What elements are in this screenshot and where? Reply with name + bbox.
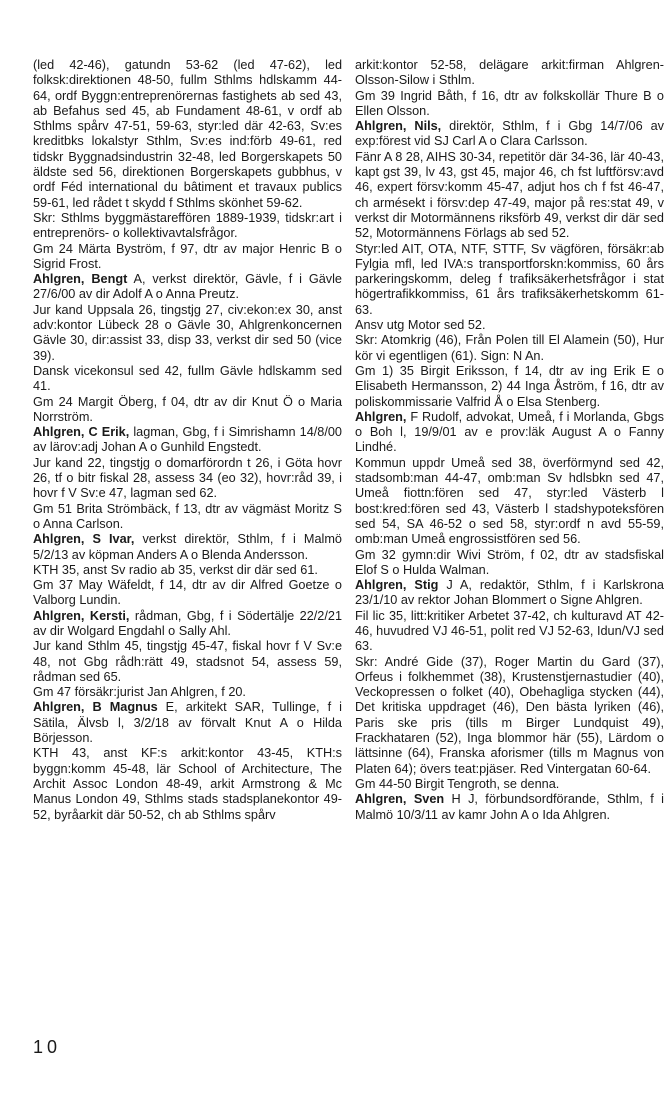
entry-paragraph xyxy=(355,777,664,792)
entry-text: Jur kand Uppsala 26, tingstjg 27, civ:ekon:ex 30, anst adv:kontor Lübeck 28 o Gävle 30, Ahlgrenkoncernen Gävle 30, dir:assist 33, disp 33, verkst dir sed 50 (vice 39). xyxy=(33,302,342,363)
entry-heading-paragraph xyxy=(33,532,342,563)
entry-text: KTH 35, anst Sv radio ab 35, verkst dir där sed 61. xyxy=(33,562,318,577)
entry-paragraph xyxy=(355,242,664,318)
person-name: Ahlgren, S Ivar, xyxy=(33,532,135,547)
entry-paragraph xyxy=(33,685,342,700)
entry-paragraph xyxy=(33,242,342,273)
entry-text: Styr:led AIT, OTA, NTF, STTF, Sv vägfören, försäkr:ab Fylgia mfl, led IVA:s transportforskn:kommiss, 60 års parkeringskomm, deleg f trafiksäkerhetsfrågor i stat högertrafikkommiss, 61 års trafiksäkerhetskomm 61-63. xyxy=(355,241,664,317)
person-name: Ahlgren, C Erik, xyxy=(33,425,130,440)
entry-text: Skr: Sthlms byggmästareffören 1889-1939, tidskr:art i entreprenörs- o kollektivavtalsfrågor. xyxy=(33,210,342,241)
entry-text: Gm 51 Brita Strömbäck, f 13, dtr av vägmäst Moritz S o Anna Carlson. xyxy=(33,501,342,531)
entry-text: Jur kand Sthlm 45, tingstjg 45-47, fiskal hovr f V Sv:e 48, not Gbg rådh:rätt 49, stadsnot 54, assess 59, rådman sed 65. xyxy=(33,639,342,684)
entry-paragraph xyxy=(33,456,342,502)
entry-text: Ansv utg Motor sed 52. xyxy=(355,318,486,333)
entry-text: Gm 39 Ingrid Båth, f 16, dtr av folkskollär Thure B o Ellen Olsson. xyxy=(355,88,664,118)
entry-paragraph xyxy=(355,150,664,242)
entry-paragraph xyxy=(33,58,342,211)
person-name: Ahlgren, Sven xyxy=(355,792,445,807)
entry-text: (led 42-46), gatundn 53-62 (led 47-62), led folksk:direktionen 48-50, fullm Sthlms hdlskamm 44-64, ordf Byggn:entreprenörernas fastighets ab sed 43, ab Befahus sed 45, ab Fundament 48-61, v ordf ab Sthlms spårv 47-51, 59-63, styr:led där 42-63, Sv:es kreditbks lokalstyr Sthlm, Sv:es ind:förb 49-61, red tidskr Byggnadsindustrin 32-48, led Borgerskapets 50 äldste sed 56, direktionen Borgerskapets gubbhus, v ordf Féd international du bâtiment et travaux publics 59-61, led rådet t skydd f Sthlms skönhet 59-62. xyxy=(33,58,342,210)
entry-text: Dansk vicekonsul sed 42, fullm Gävle hdlskamm sed 41. xyxy=(33,363,342,394)
entry-text: Jur kand 22, tingstjg o domarförordn t 26, i Göta hovr 26, tf o bitr fiskal 28, assess 34 (eo 32), hovr:råd 39, i hovr f V Sv:e 47, lagman sed 62. xyxy=(33,455,342,501)
entry-heading-paragraph xyxy=(33,700,342,746)
entry-text: Fänr A 8 28, AIHS 30-34, repetitör där 34-36, lär 40-43, kapt gst 39, lv 43, gst 45, major 46, ch fst luftförsv:avd 46, expert försv:komm 45-47, adjut hos ch f fst 46-47, ch armésekt i försv:dep 47-49, major på res:stat 49, v verkst dir Motormännens riksförb 49, verkst dir där sed 52, Motormännens Förlags ab sed 52. xyxy=(355,149,664,241)
person-name: Ahlgren, B Magnus xyxy=(33,700,158,715)
person-name: Ahlgren, Stig xyxy=(355,578,439,593)
entry-paragraph xyxy=(33,211,342,242)
entry-text: verkst direktör, Sthlm, f i Malmö 5/2/13 av köpman Anders A o Blenda Andersson. xyxy=(33,532,342,562)
entry-paragraph xyxy=(355,58,664,89)
entry-text: F Rudolf, advokat, Umeå, f i Morlanda, Gbgs o Boh l, 19/9/01 av e prov:läk August A o Fanny Lindhé. xyxy=(355,409,664,455)
entry-paragraph xyxy=(355,364,664,410)
entry-text: Fil lic 35, litt:kritiker Arbetet 37-42, ch kulturavd AT 42-46, huvudred VJ 46-51, polit red VJ 52-63, Idun/VJ sed 63. xyxy=(355,608,664,654)
entry-text: direktör, Sthlm, f i Gbg 14/7/06 av exp:förest vid SJ Carl A o Clara Carlsson. xyxy=(355,119,664,149)
person-name: Ahlgren, Bengt xyxy=(33,272,128,287)
entry-heading-paragraph xyxy=(355,410,664,456)
entry-paragraph xyxy=(33,303,342,364)
entry-paragraph xyxy=(355,89,664,120)
entry-paragraph xyxy=(355,609,664,655)
entry-paragraph xyxy=(355,333,664,364)
entry-heading-paragraph xyxy=(33,425,342,456)
entry-paragraph xyxy=(355,318,664,333)
entry-text: Kommun uppdr Umeå sed 38, överförmynd sed 42, stadsomb:man 44-47, omb:man Sv hdlsbkn sed 47, Umeå fiottn:fören sed 47, styr:led Västerb l bost:kred:fören sed 43, Västerb l stadshypoteksfören sed 54, SA 46-52 o sed 58, styr:ordf n avd 55-59, omb:man Umeå engrossistfören sed 56. xyxy=(355,455,664,547)
person-name: Ahlgren, Kersti, xyxy=(33,608,130,623)
person-name: Ahlgren, xyxy=(355,409,407,424)
entry-paragraph xyxy=(33,563,342,578)
entry-text: arkit:kontor 52-58, delägare arkit:firman Ahlgren-Olsson-Silow i Sthlm. xyxy=(355,58,664,88)
entry-heading-paragraph xyxy=(355,578,664,609)
entry-text: Gm 37 May Wäfeldt, f 14, dtr av dir Alfred Goetze o Valborg Lundin. xyxy=(33,578,342,608)
entry-text: Gm 47 försäkr:jurist Jan Ahlgren, f 20. xyxy=(33,685,246,700)
entry-text: KTH 43, anst KF:s arkit:kontor 43-45, KTH:s byggn:komm 45-48, lär School of Architecture, The Archit Assoc London 48-49, arkit Armstrong & Mc Manus London 49, Sthlms stads stadsplanekontor 49-52, byråarkit där 50-52, ch ab Sthlms spårv xyxy=(33,746,342,822)
entry-paragraph xyxy=(33,639,342,685)
entry-paragraph xyxy=(33,395,342,426)
page-number: 10 xyxy=(33,1037,62,1057)
entry-text: Gm 32 gymn:dir Wivi Ström, f 02, dtr av stadsfiskal Elof S o Hulda Walman. xyxy=(355,547,664,577)
entry-paragraph xyxy=(33,746,342,822)
entry-text: Gm 44-50 Birgit Tengroth, se denna. xyxy=(355,776,560,791)
entry-heading-paragraph xyxy=(355,119,664,150)
entry-text: Skr: André Gide (37), Roger Martin du Gard (37), Orfeus i folkhemmet (38), Krustenstjernastudier (40), Veckopressen o folket (40), Obehagliga stycken (44), Det kritiska uppdraget (46), Den bästa lyriken (46), Paris ske pris (tills m Birger Lundquist 49), Frackhataren (52), Inga blommor här (55), Lärdom o lättsinne (64), Franska aforismer (tills m Magnus von Platen 64); övers teat:pjäser. Red Vintergatan 60-64. xyxy=(355,654,664,776)
entry-heading-paragraph xyxy=(33,272,342,303)
entry-text: E, arkitekt SAR, Tullinge, f i Sätila, Älvsb l, 3/2/18 av förvalt Knut A o Hilda Börjesson. xyxy=(33,700,342,746)
entry-paragraph xyxy=(33,578,342,609)
entry-paragraph xyxy=(33,502,342,533)
entry-text: H J, förbundsordförande, Sthlm, f i Malmö 10/3/11 av kamr John A o Ida Ahlgren. xyxy=(355,792,664,822)
entry-heading-paragraph xyxy=(355,792,664,823)
entry-text: Gm 24 Margit Öberg, f 04, dtr av dir Knut Ö o Maria Norrström. xyxy=(33,394,342,424)
entry-text: Gm 1) 35 Birgit Eriksson, f 14, dtr av ing Erik E o Elisabeth Hermansson, 2) 44 Inga Åström, f 16, dtr av poliskommissarie Valfrid Å o Elsa Stenberg. xyxy=(355,363,664,409)
entry-text: lagman, Gbg, f i Simrishamn 14/8/00 av lärov:adj Johan A o Gunhild Engstedt. xyxy=(33,425,342,455)
right-column xyxy=(355,58,664,823)
entry-paragraph xyxy=(355,548,664,579)
entry-text: rådman, Gbg, f i Södertälje 22/2/21 av dir Wolgard Engdahl o Sally Ahl. xyxy=(33,608,342,638)
entry-paragraph xyxy=(355,456,664,548)
entry-text: Skr: Atomkrig (46), Från Polen till El Alamein (50), Hur kör vi egentligen (61). Sign: N An. xyxy=(355,333,664,363)
entry-text: J A, redaktör, Sthlm, f i Karlskrona 23/1/10 av rektor Johan Blommert o Signe Ahlgren. xyxy=(355,578,664,608)
entry-heading-paragraph xyxy=(33,609,342,640)
entry-paragraph xyxy=(33,364,342,395)
entry-text: Gm 24 Märta Byström, f 97, dtr av major Henric B o Sigrid Frost. xyxy=(33,241,342,271)
entry-paragraph xyxy=(355,655,664,777)
person-name: Ahlgren, Nils, xyxy=(355,119,442,134)
entry-text: A, verkst direktör, Gävle, f i Gävle 27/6/00 av dir Adolf A o Anna Preutz. xyxy=(33,272,342,302)
left-column xyxy=(33,58,342,823)
